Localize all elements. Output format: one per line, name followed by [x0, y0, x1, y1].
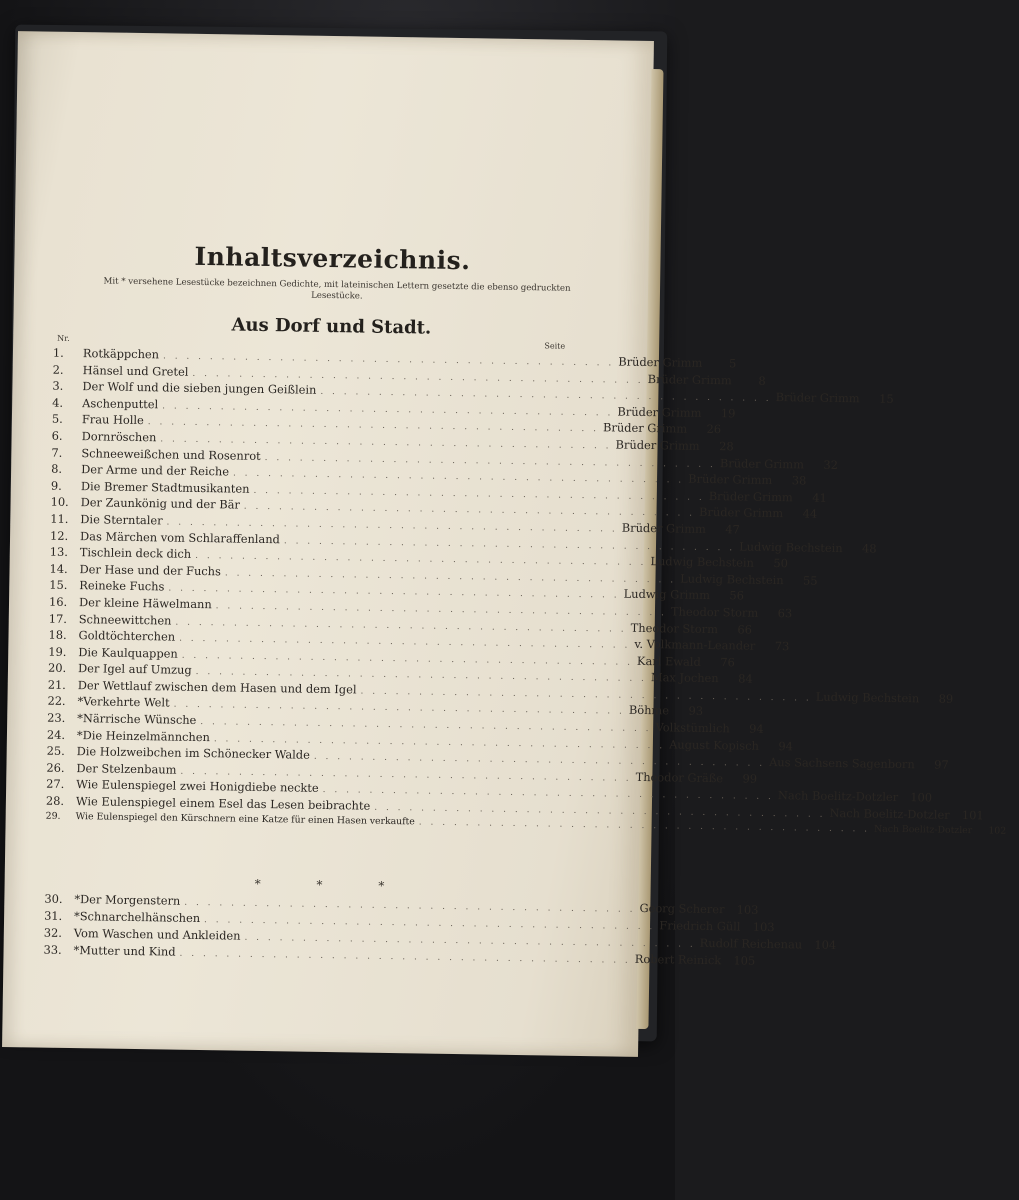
- entry-page: 94: [778, 738, 794, 753]
- entry-title: Die Holzweibchen im Schönecker Walde: [76, 744, 310, 762]
- entry-page: 105: [733, 953, 756, 968]
- entry-page: 32: [823, 457, 839, 472]
- entry-page: 63: [777, 605, 793, 621]
- entry-title: Aschenputtel: [82, 395, 159, 412]
- entry-page: 100: [910, 790, 933, 805]
- entry-author: Brüder Grimm: [621, 520, 706, 536]
- entry-page: 28: [719, 439, 734, 454]
- entry-page: 84: [738, 671, 753, 686]
- entry-leader-dots: . . . . . . . . . . . . . . . . . . . . . . . . . . . . . . . . . . . . . . .: [213, 733, 666, 751]
- entry-title: Hänsel und Gretel: [82, 362, 189, 379]
- entry-title: Reineke Fuchs: [79, 578, 165, 594]
- entry-page: 26: [706, 422, 722, 437]
- entry-number: 29.: [45, 810, 61, 822]
- entry-title: *Schnarchelhänschen: [74, 909, 201, 926]
- entry-leader-dots: . . . . . . . . . . . . . . . . . . . . . . . . . . . . . . . . . . . . . . .: [166, 517, 618, 535]
- entry-number: 28.: [45, 793, 65, 808]
- entry-leader-dots: . . . . . . . . . . . . . . . . . . . . . . . . . . . . . . . . . . . . . . .: [179, 948, 631, 966]
- entry-number: 17.: [48, 611, 68, 626]
- entry-author: Brüder Grimm: [719, 455, 805, 472]
- entry-author: Theodor Storm: [670, 604, 759, 620]
- entry-page: 15: [879, 391, 894, 407]
- entry-title: Vom Waschen und Ankleiden: [73, 926, 241, 943]
- entry-leader-dots: . . . . . . . . . . . . . . . . . . . . . . . . . . . . . . . . . . . . . . .: [180, 766, 632, 784]
- entry-number: 11.: [50, 511, 69, 526]
- entry-number: 6.: [51, 428, 63, 443]
- entry-leader-dots: . . . . . . . . . . . . . . . . . . . . . . . . . . . . . . . . . . . . . . .: [264, 452, 716, 470]
- entry-title: *Närrische Wünsche: [77, 711, 197, 728]
- entry-number: 14.: [49, 561, 68, 576]
- entry-number: 25.: [46, 743, 65, 759]
- entry-page: 8: [758, 373, 766, 388]
- entry-author: Friedrich Güll: [659, 918, 741, 934]
- entry-author: Brüder Grimm: [647, 371, 732, 387]
- entry-page: 101: [961, 808, 984, 823]
- entry-page: 89: [938, 691, 954, 706]
- entry-number: 4.: [52, 395, 64, 410]
- entry-title: Das Märchen vom Schlaraffenland: [79, 528, 281, 546]
- entry-author: Volkstümlich: [655, 720, 730, 736]
- entry-leader-dots: . . . . . . . . . . . . . . . . . . . . . . . . . . . . . . . . . . . . . . .: [147, 417, 600, 435]
- entry-author: Karl Ewald: [636, 653, 701, 669]
- entry-page: 55: [803, 573, 818, 588]
- entry-leader-dots: . . . . . . . . . . . . . . . . . . . . . . . . . . . . . . . . . . . . . . .: [283, 535, 736, 553]
- entry-page: 73: [774, 639, 790, 654]
- divider-stars: * * *: [254, 876, 411, 894]
- entry-number: 18.: [48, 627, 67, 642]
- entry-page: 66: [737, 621, 753, 637]
- entry-title: Der Arme und der Reiche: [81, 462, 230, 479]
- entry-number: 5.: [51, 412, 63, 427]
- entry-leader-dots: . . . . . . . . . . . . . . . . . . . . . . . . . . . . . . . . . . . . . . .: [173, 700, 625, 718]
- entry-title: Die Bremer Stadtmusikanten: [80, 478, 250, 496]
- entry-author: Brüder Grimm: [602, 420, 688, 437]
- entry-author: Böhme: [628, 703, 670, 718]
- entry-page: 38: [791, 473, 807, 488]
- entry-title: Der Igel auf Umzug: [77, 661, 192, 678]
- entry-page: 76: [720, 654, 735, 670]
- entry-author: Ludwig Bechstein: [650, 554, 755, 570]
- entry-author: Theodor Gräße: [635, 769, 724, 786]
- entry-title: Schneeweißchen und Rosenrot: [81, 445, 261, 463]
- entry-author: August Kopisch: [669, 737, 760, 753]
- column-header-nr: Nr.: [57, 333, 70, 343]
- entry-author: Ludwig Bechstein: [739, 538, 843, 555]
- entry-title: Dornröschen: [81, 429, 157, 445]
- entry-author: Ludwig Grimm: [623, 586, 711, 603]
- entry-author: Nach Boelitz-Dotzler: [829, 805, 950, 822]
- entry-author: Brüder Grimm: [688, 471, 773, 488]
- entry-leader-dots: . . . . . . . . . . . . . . . . . . . . . . . . . . . . . . . . . . . . . . .: [195, 551, 647, 569]
- entry-leader-dots: . . . . . . . . . . . . . . . . . . . . . . . . . . . . . . . . . . . . . . .: [360, 686, 812, 704]
- entry-title: Rotkäppchen: [82, 346, 160, 362]
- entry-leader-dots: . . . . . . . . . . . . . . . . . . . . . . . . . . . . . . . . . . . . . . .: [224, 568, 677, 586]
- entry-number: 26.: [46, 760, 65, 775]
- entry-page: 102: [988, 825, 1007, 837]
- entry-number: 31.: [44, 908, 63, 923]
- entry-number: 8.: [51, 461, 63, 476]
- entry-title: Der Hase und der Fuchs: [79, 561, 222, 579]
- entry-number: 9.: [50, 478, 62, 493]
- entry-leader-dots: . . . . . . . . . . . . . . . . . . . . . . . . . . . . . . . . . . . . . . .: [184, 897, 636, 915]
- entry-author: Nach Boelitz-Dotzler: [874, 823, 973, 836]
- entry-leader-dots: . . . . . . . . . . . . . . . . . . . . . . . . . . . . . . . . . . . . . . .: [253, 485, 705, 503]
- entry-leader-dots: . . . . . . . . . . . . . . . . . . . . . . . . . . . . . . . . . . . . . . .: [168, 583, 620, 601]
- entry-leader-dots: . . . . . . . . . . . . . . . . . . . . . . . . . . . . . . . . . . . . . . .: [374, 802, 826, 820]
- entry-author: Nach Boelitz-Dotzler: [777, 788, 899, 805]
- entry-page: 99: [742, 771, 758, 786]
- entry-number: 3.: [52, 378, 64, 394]
- entry-number: 7.: [51, 445, 63, 460]
- entry-title: Tischlein deck dich: [79, 545, 192, 561]
- entry-page: 93: [688, 704, 704, 719]
- entry-title: Der Wettlauf zwischen dem Hasen und dem Igel: [77, 677, 357, 697]
- entry-title: Die Kaulquappen: [78, 644, 178, 661]
- entry-page: 5: [728, 356, 737, 371]
- entry-page: 104: [814, 937, 837, 953]
- entry-title: Der Wolf und die sieben jungen Geißlein: [82, 379, 317, 397]
- entry-leader-dots: . . . . . . . . . . . . . . . . . . . . . . . . . . . . . . . . . . . . . . .: [215, 601, 668, 619]
- entry-number: 27.: [46, 777, 65, 792]
- entry-leader-dots: . . . . . . . . . . . . . . . . . . . . . . . . . . . . . . . . . . . . . . .: [232, 468, 685, 486]
- entry-author: v. Volkmann-Leander: [634, 636, 756, 653]
- entry-number: 19.: [48, 644, 67, 659]
- entry-page: 94: [749, 721, 764, 736]
- entry-page: 47: [725, 522, 740, 537]
- entry-author: Brüder Grimm: [698, 505, 784, 521]
- entry-author: Ludwig Bechstein: [815, 689, 920, 706]
- book-page: [2, 31, 1007, 1057]
- entry-leader-dots: . . . . . . . . . . . . . . . . . . . . . . . . . . . . . . . . . . . . . . .: [203, 915, 656, 933]
- entry-leader-dots: . . . . . . . . . . . . . . . . . . . . . . . . . . . . . . . . . . . . . . .: [418, 817, 871, 835]
- entry-title: Wie Eulenspiegel zwei Honigdiebe neckte: [76, 777, 319, 796]
- entry-author: Aus Sachsens Sagenborn: [769, 755, 915, 772]
- entry-author: Ludwig Bechstein: [680, 571, 784, 587]
- entry-leader-dots: . . . . . . . . . . . . . . . . . . . . . . . . . . . . . . . . . . . . . . .: [179, 633, 631, 651]
- column-header-seite: Seite: [544, 341, 566, 351]
- entry-title: *Die Heinzelmännchen: [76, 727, 211, 744]
- entry-title: Der Stelzenbaum: [76, 760, 177, 777]
- entry-leader-dots: . . . . . . . . . . . . . . . . . . . . . . . . . . . . . . . . . . . . . . .: [160, 434, 612, 452]
- entry-number: 30.: [44, 891, 63, 906]
- entry-number: 20.: [47, 660, 67, 676]
- entry-number: 15.: [49, 577, 68, 593]
- entry-leader-dots: . . . . . . . . . . . . . . . . . . . . . . . . . . . . . . . . . . . . . . .: [162, 351, 615, 369]
- entry-title: *Der Morgenstern: [74, 892, 181, 908]
- entry-author: Brüder Grimm: [708, 488, 793, 505]
- entry-page: 50: [773, 556, 789, 571]
- entry-page: 56: [729, 588, 745, 603]
- entry-page: 41: [812, 490, 827, 505]
- entry-number: 12.: [49, 528, 69, 543]
- page-title: Inhaltsverzeichnis.: [194, 241, 471, 276]
- entry-leader-dots: . . . . . . . . . . . . . . . . . . . . . . . . . . . . . . . . . . . . . . .: [195, 667, 648, 685]
- entry-number: 10.: [50, 494, 69, 510]
- entry-number: 16.: [48, 594, 68, 609]
- entry-leader-dots: . . . . . . . . . . . . . . . . . . . . . . . . . . . . . . . . . . . . . . .: [200, 717, 652, 735]
- entry-number: 33.: [43, 942, 62, 957]
- entry-page: 103: [736, 902, 759, 917]
- entry-leader-dots: . . . . . . . . . . . . . . . . . . . . . . . . . . . . . . . . . . . . . . .: [192, 368, 644, 386]
- entry-title: Wie Eulenspiegel einem Esel das Lesen beibrachte: [75, 794, 371, 813]
- entry-leader-dots: . . . . . . . . . . . . . . . . . . . . . . . . . . . . . . . . . . . . . . .: [243, 502, 696, 520]
- entry-leader-dots: . . . . . . . . . . . . . . . . . . . . . . . . . . . . . . . . . . . . . . .: [244, 932, 696, 950]
- entry-page: 44: [802, 506, 818, 522]
- entry-author: Brüder Grimm: [775, 390, 860, 406]
- entry-author: Georg Scherer: [639, 900, 725, 917]
- entry-title: *Verkehrte Welt: [77, 694, 170, 711]
- entry-number: 23.: [47, 710, 66, 725]
- entry-number: 13.: [49, 544, 69, 560]
- entry-leader-dots: . . . . . . . . . . . . . . . . . . . . . . . . . . . . . . . . . . . . . . .: [175, 617, 627, 635]
- entry-leader-dots: . . . . . . . . . . . . . . . . . . . . . . . . . . . . . . . . . . . . . . .: [313, 752, 766, 770]
- entry-title: Der Zaunkönig und der Bär: [80, 495, 240, 512]
- entry-title: Schneewittchen: [78, 611, 172, 628]
- page-note: Mit * versehene Lesestücke bezeichnen Gedichte, mit lateinischen Lettern gesetzte die ebenso gedruckten Lesestücke.: [103, 276, 571, 302]
- entry-author: Brüder Grimm: [617, 404, 702, 420]
- entry-author: Rudolf Reichenau: [699, 935, 803, 952]
- entry-page: 97: [934, 757, 949, 773]
- entry-number: 32.: [43, 925, 63, 940]
- entry-number: 24.: [46, 727, 66, 742]
- entry-leader-dots: . . . . . . . . . . . . . . . . . . . . . . . . . . . . . . . . . . . . . . .: [181, 650, 634, 668]
- section-divider: [45, 874, 557, 894]
- entry-page: 19: [720, 405, 736, 421]
- entry-author: Brüder Grimm: [615, 437, 700, 453]
- section-title: Aus Dorf und Stadt.: [231, 314, 432, 339]
- entry-page: 103: [752, 919, 775, 935]
- entry-title: Goldtöchterchen: [78, 628, 176, 644]
- entry-title: *Mutter und Kind: [73, 943, 176, 959]
- entry-leader-dots: . . . . . . . . . . . . . . . . . . . . . . . . . . . . . . . . . . . . . . .: [320, 387, 772, 405]
- entry-title: Wie Eulenspiegel den Kürschnern eine Katze für einen Hasen verkaufte: [75, 810, 415, 828]
- entry-title: Der kleine Häwelmann: [78, 595, 212, 612]
- entry-title: Die Sterntaler: [80, 512, 163, 528]
- entry-number: 2.: [52, 362, 64, 377]
- poem-list: [43, 891, 837, 968]
- entry-author: Brüder Grimm: [618, 354, 703, 370]
- entry-title: Frau Holle: [81, 412, 144, 428]
- entry-page: 48: [862, 540, 877, 556]
- entry-author: Theodor Storm: [630, 620, 719, 636]
- entry-leader-dots: . . . . . . . . . . . . . . . . . . . . . . . . . . . . . . . . . . . . . . .: [322, 785, 774, 803]
- entry-leader-dots: . . . . . . . . . . . . . . . . . . . . . . . . . . . . . . . . . . . . . . .: [162, 401, 614, 419]
- entry-number: 21.: [47, 677, 66, 692]
- entry-author: Max Jochen: [650, 670, 719, 686]
- entry-number: 22.: [47, 694, 66, 709]
- entry-number: 1.: [52, 345, 64, 360]
- entry-author: Robert Reinick: [634, 951, 722, 968]
